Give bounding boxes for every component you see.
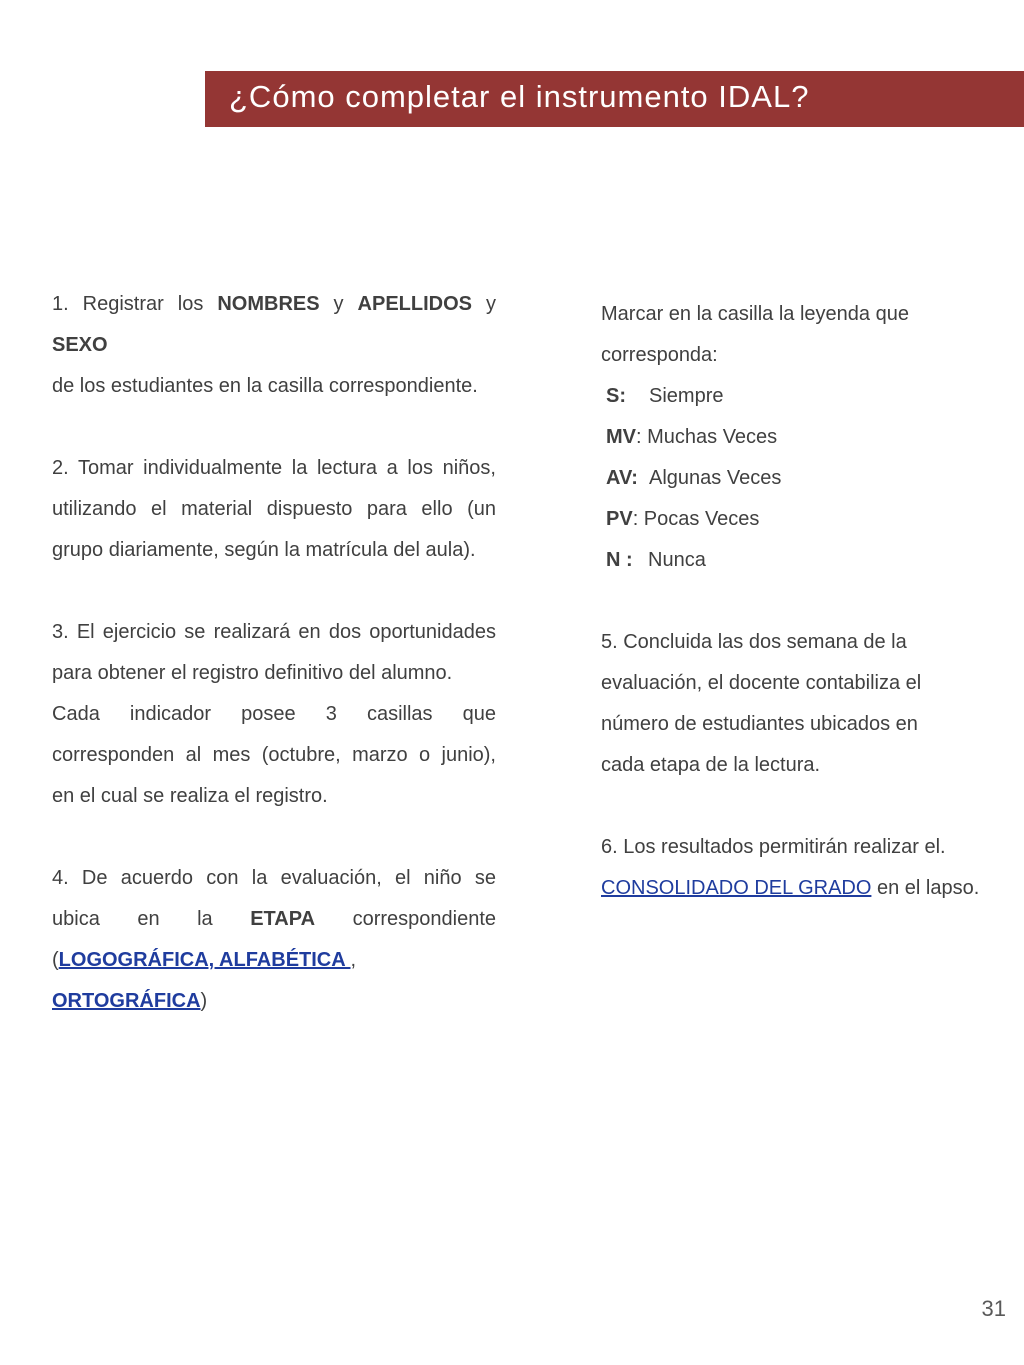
right-column (601, 294, 1001, 909)
legend-item: N : Nunca (606, 549, 706, 571)
p1-line2: de los estudiantes en la casilla correspondiente. (52, 375, 478, 397)
link-logografica-alfabetica[interactable]: LOGOGRÁFICA, ALFABÉTICA (58, 949, 351, 971)
p5-line2: evaluación, el docente contabiliza el (601, 672, 922, 694)
intro-line2: corresponda: (601, 344, 718, 366)
p5-line3: número de estudiantes ubicados en (601, 713, 918, 735)
page-title: ¿Cómo completar el instrumento IDAL? (229, 79, 810, 114)
legend-item: AV: Algunas Veces (606, 467, 782, 489)
p4-line2: ubica en la ETAPA correspondiente (52, 908, 497, 930)
legend-item: PV: Pocas Veces (606, 508, 760, 530)
intro-line1: Marcar en la casilla la leyenda que (601, 303, 909, 325)
p6-line1: 6. Los resultados permitirán realizar el. (601, 836, 946, 858)
p2-line1: 2. Tomar individualmente la lectura a los niños, (52, 457, 496, 479)
p3-line5: en el cual se realiza el registro. (52, 785, 328, 807)
legend-item: MV: Muchas Veces (606, 426, 778, 448)
p2-line2: utilizando el material dispuesto para ello (un (52, 498, 496, 520)
p1-line1: 1. Registrar los NOMBRES y APELLIDOS y SEXO (52, 293, 496, 356)
link-consolidado-del-grado[interactable]: CONSOLIDADO DEL GRADO (601, 877, 872, 899)
p3-line4: corresponden al mes (octubre, marzo o junio), (52, 744, 496, 766)
p3-line2: para obtener el registro definitivo del alumno. (52, 662, 453, 684)
link-ortografica[interactable]: ORTOGRÁFICA (52, 990, 201, 1012)
p4-line3: (LOGOGRÁFICA, ALFABÉTICA , ORTOGRÁFICA) (52, 949, 357, 1012)
p2-line3: grupo diariamente, según la matrícula del aula). (52, 539, 476, 561)
p5-line4: cada etapa de la lectura. (601, 754, 821, 776)
left-column (52, 284, 496, 1022)
p4-line1: 4. De acuerdo con la evaluación, el niño se (52, 867, 496, 889)
p6-line2: CONSOLIDADO DEL GRADO en el lapso. (601, 877, 980, 899)
p5-line1: 5. Concluida las dos semana de la (601, 631, 907, 653)
page-number: 31 (981, 1296, 1006, 1321)
legend-item: S: Siempre (606, 385, 724, 407)
title-bar (205, 71, 1024, 127)
p3-line3: Cada indicador posee 3 casillas que (52, 703, 496, 725)
p3-line1: 3. El ejercicio se realizará en dos oportunidades (52, 621, 496, 643)
